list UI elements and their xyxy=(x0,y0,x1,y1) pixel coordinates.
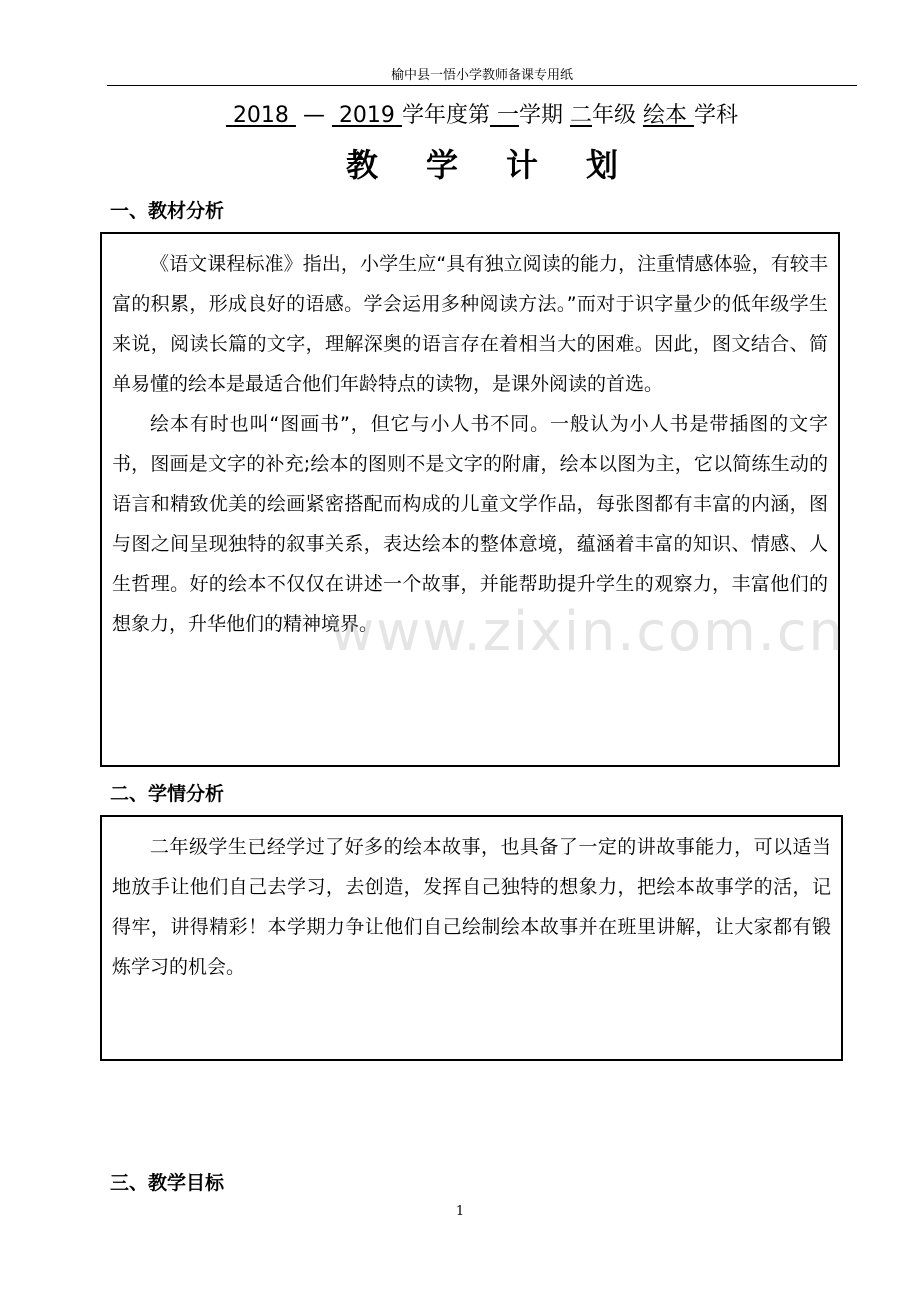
materials-analysis-box xyxy=(100,232,840,767)
watermark: www.zixin.com.cn xyxy=(330,600,845,663)
semester-value: 一 xyxy=(496,103,519,128)
section-heading-goals: 三、教学目标 xyxy=(110,1172,225,1194)
page-header-school: 榆中县一悟小学教师备课专用纸 xyxy=(390,68,573,83)
year-end: 2019 xyxy=(338,103,395,128)
subject-value: 绘本 xyxy=(643,103,688,128)
students-paragraph-1: 二年级学生已经学过了好多的绘本故事，也具备了一定的讲故事能力，可以适当地放手让他们自己去学习，去创造，发挥自己独特的想象力，把绘本故事学的活，记得牢，讲得精彩！本学期力争让他们自己绘制绘本故事并在班里讲解，让大家都有锻炼学习的机会。 xyxy=(112,836,831,978)
header-divider xyxy=(107,85,857,86)
title-text-4: 学科 xyxy=(694,103,739,128)
plan-title-line xyxy=(107,98,857,129)
year-dash: — xyxy=(302,103,325,128)
student-analysis-box xyxy=(100,815,843,1061)
materials-paragraph-1: 《语文课程标准》指出，小学生应“具有独立阅读的能力，注重情感体验，有较丰富的积累，形成良好的语感。学会运用多种阅读方法。”而对于识字量少的低年级学生来说，阅读长篇的文字，理解深奥的语言存在着相当大的困难。因此，图文结合、简单易懂的绘本是最适合他们年龄特点的读物，是课外阅读的首选。 xyxy=(112,253,828,395)
title-text-1: 学年度第 xyxy=(401,103,490,128)
materials-paragraph-2: 绘本有时也叫“图画书”，但它与小人书不同。一般认为小人书是带插图的文字书，图画是文字的补充;绘本的图则不是文字的附庸，绘本以图为主，它以简练生动的语言和精致优美的绘画紧密搭配而构成的儿童文学作品，每张图都有丰富的内涵，图与图之间呈现独特的叙事关系，表达绘本的整体意境，蕴涵着丰富的知识、情感、人生哲理。好的绘本不仅仅在讲述一个故事，并能帮助提升学生的观察力，丰富他们的想象力，升华他们的精神境界。 xyxy=(112,413,828,635)
section-heading-students: 二、学情分析 xyxy=(110,783,225,805)
page-number: 1 xyxy=(455,1204,465,1219)
title-text-2: 学期 xyxy=(518,103,563,128)
section-heading-materials: 一、教材分析 xyxy=(110,200,225,222)
year-start: 2018 xyxy=(232,103,289,128)
grade-value: 二 xyxy=(569,103,592,128)
title-text-3: 年级 xyxy=(592,103,637,128)
main-title: 教学计划 xyxy=(345,146,666,184)
